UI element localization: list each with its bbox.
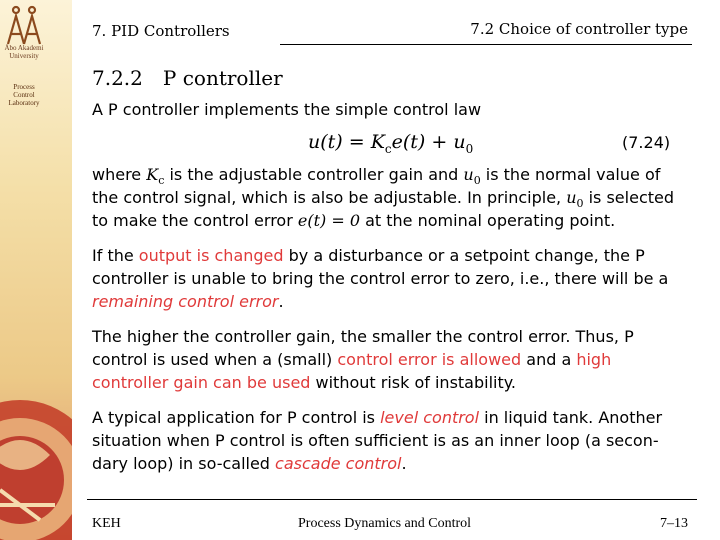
highlight-text: level control [380,408,480,427]
highlight-text: output is changed [138,246,284,265]
footer-rule [87,499,697,500]
university-name: Åbo Akademi University [4,44,44,60]
paragraph-line: controller gain can be used without risk of instability. [92,373,517,392]
paragraph-line: where $K_c$ is the adjustable controller gain and $u_0$ is the normal value of [92,165,661,188]
highlight-text: remaining control error [92,292,279,311]
paragraph-line: remaining control error. [92,292,284,311]
paragraph-line: controller is unable to bring the control error to zero, i.e., there will be a [92,269,669,288]
section-header: 7.2 Choice of controller type [470,20,688,38]
paragraph-line: the control signal, which is also be adjustable. In principle, $u_0$ is selected [92,188,675,211]
page-number: 7–13 [660,516,688,531]
paragraph-line: The higher the controller gain, the smaller the control error. Thus, P [92,327,634,346]
section-name: P controller [162,66,283,90]
paragraph-line: A typical application for P control is level control in liquid tank. Another [92,408,663,427]
footer-author: KEH [92,516,121,531]
footer-course: Process Dynamics and Control [298,516,472,531]
paragraph-line: to make the control error e(t) = 0 at the nominal operating point. [92,211,616,230]
lab-name: Process Control Laboratory [8,83,40,107]
paragraph-line: If the output is changed by a disturbance or a setpoint change, the P [92,246,645,265]
section-number: 7.2.2 [92,66,143,90]
university-seal-icon [0,385,72,540]
control-law-equation: $u(t) = K_ce(t) + u_0$ [308,131,474,156]
chapter-title: 7. PID Controllers [92,22,230,40]
equation-number: (7.24) [622,133,671,152]
highlight-text: control error is allowed [337,350,522,369]
highlight-text: high [576,350,612,369]
highlight-text: cascade control [275,454,402,473]
page-title [92,66,283,90]
paragraph-line: dary loop) in so-called cascade control. [92,454,407,473]
intro-text: A P controller implements the simple control law [92,100,482,119]
paragraph-line: situation when P control is often sufficient is as an inner loop (a secon- [92,431,659,450]
highlight-text: controller gain can be used [92,373,311,392]
header-rule [280,44,692,45]
sidebar [0,0,72,540]
paragraph-line: control is used when a (small) control error is allowed and a high [92,350,612,369]
